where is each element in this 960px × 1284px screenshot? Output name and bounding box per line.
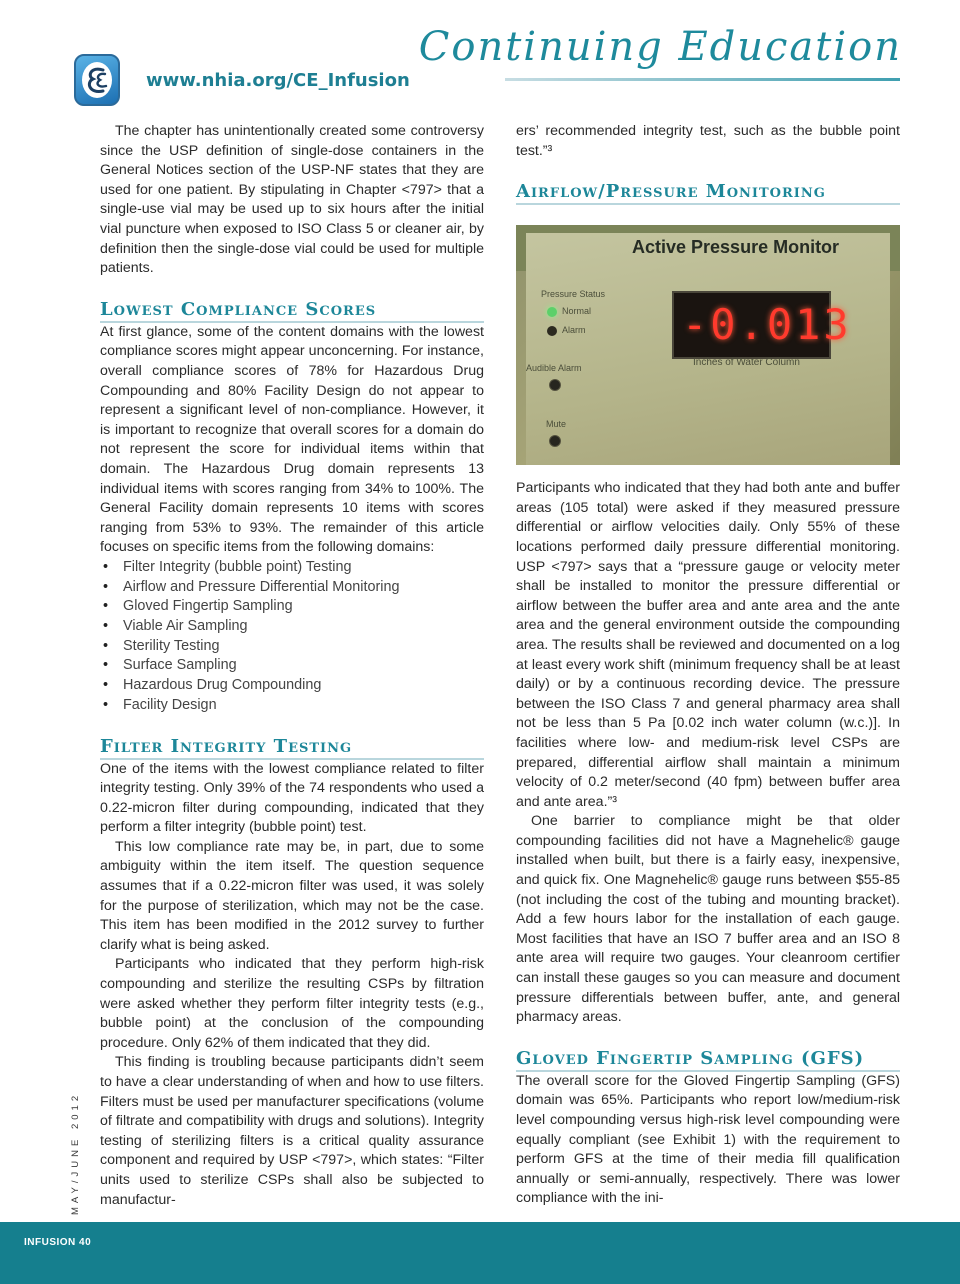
- list-item: • Facility Design: [100, 696, 484, 716]
- list-item: • Filter Integrity (bubble point) Testing: [100, 558, 484, 578]
- continuation-paragraph: ers’ recommended integrity test, such as the bubble point test.”³: [516, 123, 900, 159]
- pressure-status-label: Pressure Status: [541, 289, 606, 300]
- pressure-display: [672, 291, 852, 359]
- filter-paragraph-2: This low compliance rate may be, in part, due to some ambiguity within the item itself. The question sequence assumes that if a 0.22-micron filter was used, it was solely for the purpose of sterilization, which may not be the case. This item has been modified in the 2012 survey to further clarify what is being asked.: [100, 838, 484, 953]
- page-number: INFUSION 40: [24, 1237, 92, 1248]
- gfs-paragraph-1: The overall score for the Gloved Fingertip Sampling (GFS) domain was 65%. Participants who report low/medium-risk level compounding versus high-risk level compounding were equally compliant (see Exhibit 1) with the requirement to perform GFS at the time of their media fill qualification annually or semi-annually, respectively. There was lower compliance with the ini-: [516, 1072, 900, 1207]
- list-item: • Hazardous Drug Compounding: [100, 676, 484, 696]
- airflow-paragraph-1: Participants who indicated that they had both ante and buffer areas (105 total) were asked if they measured pressure differential or airflow velocities daily. Only 55% of these locations performed daily pressure differential monitoring. USP <797> says that a “pressure gauge or velocity meter shall be installed to monitor the pressure differential or airflow between the buffer area and ante area and the ante area and the general environment outside the compounding area. The results shall be reviewed and documented on a log at least every work shift (minimum frequency shall be at least daily) or by a continuous recording device. The pressure between the ISO Class 7 and general pharmacy area shall not be less than 5 Pa [0.02 inch water column (w.c.)]. In facilities where low- and medium-risk level CSPs are prepared, differential airflow shall maintain a minimum velocity of 0.2 meter/second (40 fpm) between buffer area and ante area.”³: [516, 480, 900, 810]
- airflow-paragraph-2: One barrier to compliance might be that older compounding facilities did not have a Magnehelic® gauge installed when built, but there is a fairly easy, inexpensive, and quick fix. One Magnehelic® gauge runs between $55-85 (not including the cost of the tubing and mounting bracket). Add a few hours labor for the installation of each gauge. Most facilities that have an ISO 7 buffer area and an ISO 8 ante area will require two gauges. Your cleanroom certifier can install these gauges so you can measure and document pressure differentials between buffer, ante, and general pharmacy areas.: [516, 813, 900, 1026]
- pressure-monitor-photo: [516, 225, 900, 465]
- audible-alarm-label: Audible Alarm: [526, 363, 582, 374]
- list-item: • Surface Sampling: [100, 656, 484, 676]
- left-column: [100, 122, 484, 1210]
- list-item: • Viable Air Sampling: [100, 617, 484, 637]
- website-link[interactable]: www.nhia.org/CE_Infusion: [146, 70, 410, 91]
- monitor-title: Active Pressure Monitor: [632, 237, 840, 258]
- filter-paragraph-4: This finding is troubling because participants didn’t seem to have a clear understanding of when and how to use filters. Filters must be used per manufacturer specifications (volume of filtrate and compatibility with drugs and solutions). Integrity testing of sterilizing filters is a critical quality assurance component and required by USP <797>, which states: “Filter units used to sterilize CSPs shall also be subjected to manufactur-: [100, 1054, 484, 1208]
- footer-bar: [0, 1222, 960, 1284]
- heading-airflow-pressure: Airflow/Pressure Monitoring: [516, 181, 900, 205]
- heading-lowest-compliance: Lowest Compliance Scores: [100, 299, 484, 323]
- units-label: Inches of Water Column: [693, 357, 800, 369]
- normal-label: Normal: [562, 306, 592, 317]
- mute-label: Mute: [546, 419, 567, 430]
- list-item: • Gloved Fingertip Sampling: [100, 597, 484, 617]
- heading-filter-integrity: Filter Integrity Testing: [100, 736, 484, 760]
- normal-led-icon: [547, 307, 557, 317]
- right-column: [516, 122, 900, 1209]
- alarm-label: Alarm: [562, 325, 586, 336]
- filter-paragraph-3: Participants who indicated that they perform high-risk compounding and sterilize the resulting CSPs by filtration were asked whether they perform filter integrity tests (e.g., bubble point) at the conclusion of the compounding procedure. Only 62% of them indicated that they did.: [100, 956, 484, 1051]
- lowest-compliance-paragraph: At first glance, some of the content domains with the lowest compliance scores might appear unconcerning. For instance, overall compliance scores of 78% for Hazardous Drug Compounding and 80% Facility Design do not appear to represent a significant level of non-compliance. However, it is important to recognize that overall scores for a domain do not represent the score for individual items within that domain. The Hazardous Drug domain represents 13 individual items with scores ranging from 34% to 100%. The General Facility domain represents 10 items with scores ranging from 53% to 93%. The remainder of this article focuses on specific items from the following domains:: [100, 323, 484, 556]
- section-title: Continuing Education: [418, 24, 902, 70]
- list-item: • Sterility Testing: [100, 637, 484, 657]
- header-rule: [505, 78, 900, 81]
- list-item: • Airflow and Pressure Differential Monitoring: [100, 578, 484, 598]
- alarm-led-icon: [547, 326, 557, 336]
- domain-list: [100, 558, 484, 716]
- pressure-reading: -0.013: [682, 300, 852, 350]
- filter-paragraph-1: One of the items with the lowest compliance related to filter integrity testing. Only 39% of the 74 respondents who used a 0.22-micron filter during compounding, indicated that they perform a filter integrity (bubble point) test.: [100, 760, 484, 836]
- mute-knob-icon: [549, 435, 561, 447]
- heading-gloved-fingertip: Gloved Fingertip Sampling (GFS): [516, 1048, 900, 1072]
- audible-alarm-knob-icon: [549, 379, 561, 391]
- ce-logo-icon: [74, 54, 120, 106]
- intro-paragraph: The chapter has unintentionally created some controversy since the USP definition of single-dose containers in the General Notices section of the USP-NF states that they are used for one patient. By stipulating in Chapter <797> that a single-use vial may be used up to six hours after the initial vial puncture when exposed to ISO Class 5 or cleaner air, by definition then the single-dose vial could be used for multiple patients.: [100, 123, 484, 277]
- issue-date: MAY/JUNE 2012: [70, 1091, 81, 1215]
